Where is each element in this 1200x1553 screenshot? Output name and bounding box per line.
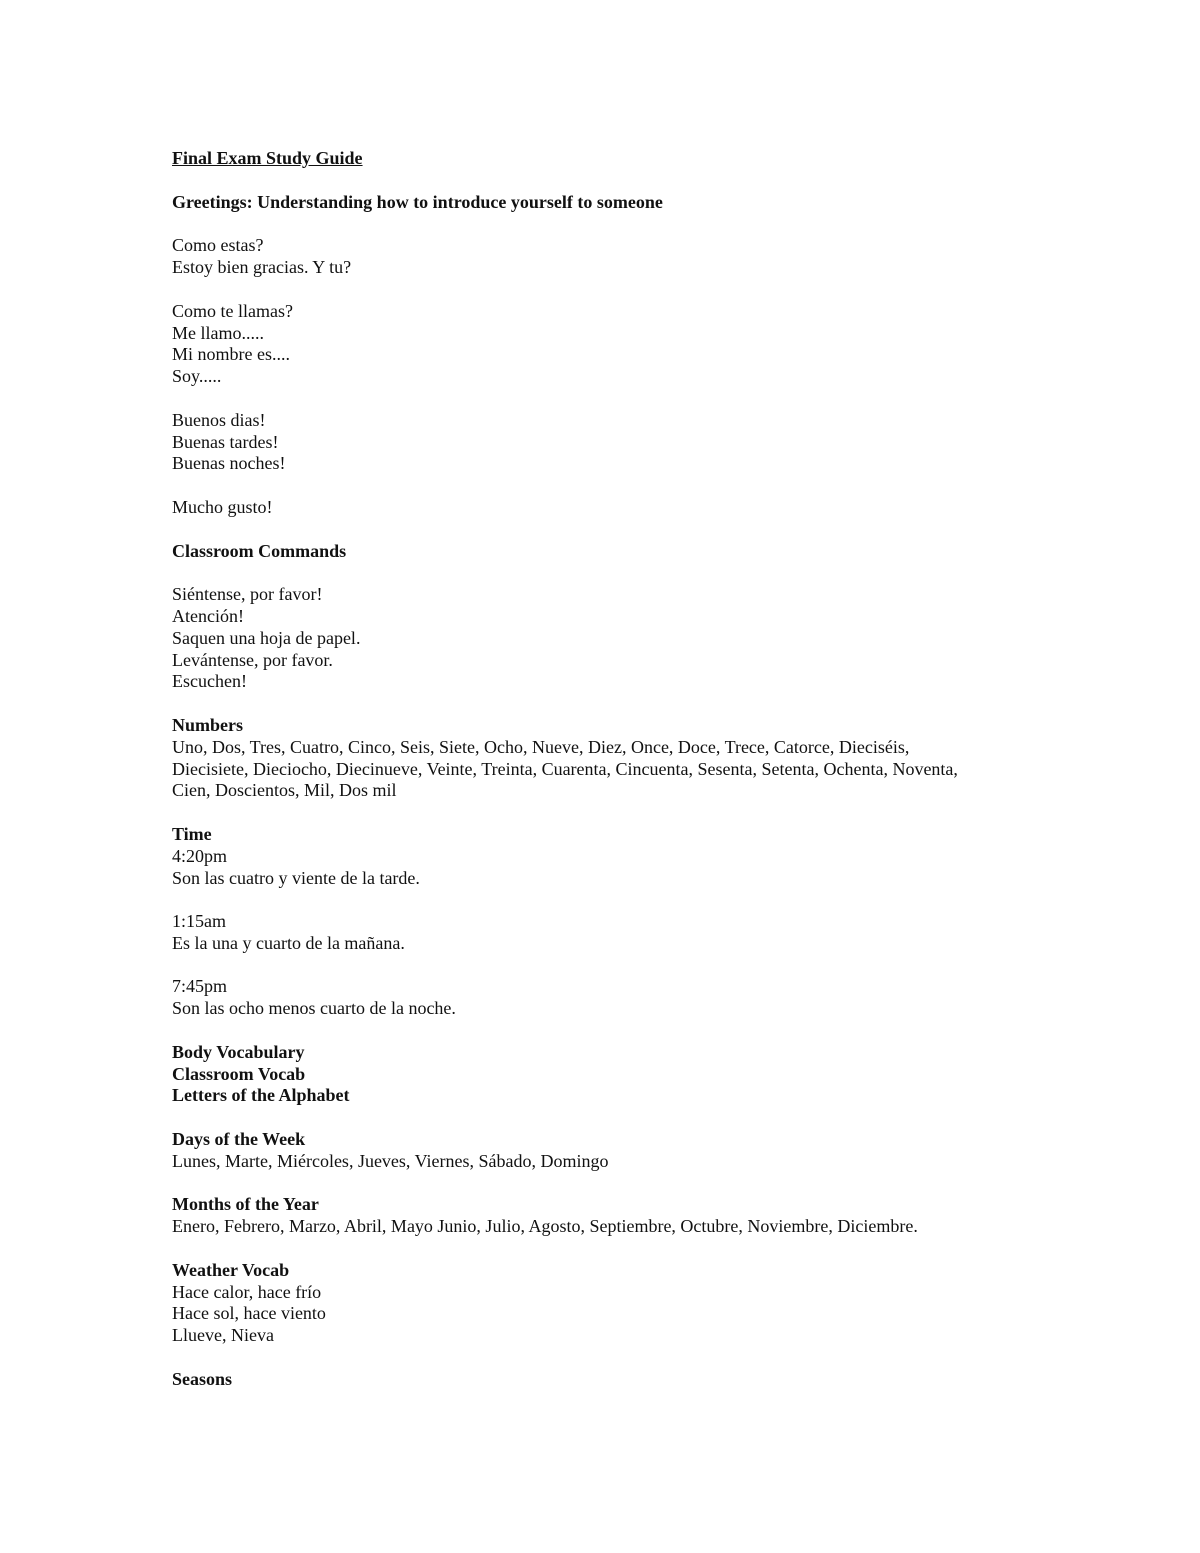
command-line: Escuchen! <box>172 671 247 692</box>
time-heading: Time <box>172 823 212 844</box>
greeting-line: Soy..... <box>172 366 222 387</box>
numbers-line: Diecisiete, Dieciocho, Diecinueve, Veinte, Treinta, Cuarenta, Cincuenta, Sesenta, Setenta, Ochenta, Noventa, <box>172 758 958 779</box>
days-line: Lunes, Marte, Miércoles, Jueves, Viernes, Sábado, Domingo <box>172 1150 609 1171</box>
time-sentence: Son las ocho menos cuarto de la noche. <box>172 998 456 1019</box>
weather-line: Hace sol, hace viento <box>172 1303 326 1324</box>
command-line: Saquen una hoja de papel. <box>172 627 361 648</box>
days-heading: Days of the Week <box>172 1129 306 1150</box>
months-line: Enero, Febrero, Marzo, Abril, Mayo Junio, Julio, Agosto, Septiembre, Octubre, Noviembre, Diciembre. <box>172 1216 918 1237</box>
alphabet-heading: Letters of the Alphabet <box>172 1085 350 1106</box>
weather-heading: Weather Vocab <box>172 1259 290 1280</box>
greeting-line: Como te llamas? <box>172 300 293 321</box>
greeting-line: Mucho gusto! <box>172 496 273 517</box>
classroom-vocab-heading: Classroom Vocab <box>172 1063 306 1084</box>
body-vocabulary-heading: Body Vocabulary <box>172 1041 305 1062</box>
time-value: 4:20pm <box>172 845 228 866</box>
greeting-line: Buenas tardes! <box>172 431 279 452</box>
numbers-heading: Numbers <box>172 714 243 735</box>
greeting-line: Buenas noches! <box>172 453 286 474</box>
time-sentence: Es la una y cuarto de la mañana. <box>172 932 405 953</box>
numbers-line: Cien, Doscientos, Mil, Dos mil <box>172 780 397 801</box>
weather-line: Llueve, Nieva <box>172 1325 274 1346</box>
greeting-line: Estoy bien gracias. Y tu? <box>172 257 352 278</box>
command-line: Siéntense, por favor! <box>172 584 323 605</box>
document-page <box>172 148 1072 1391</box>
time-sentence: Son las cuatro y viente de la tarde. <box>172 867 420 888</box>
document-title: Final Exam Study Guide <box>172 148 363 168</box>
weather-line: Hace calor, hace frío <box>172 1281 322 1302</box>
classroom-commands-heading: Classroom Commands <box>172 540 347 561</box>
command-line: Atención! <box>172 605 244 626</box>
command-line: Levántense, por favor. <box>172 649 333 670</box>
time-value: 1:15am <box>172 911 226 932</box>
greeting-line: Me llamo..... <box>172 322 264 343</box>
greeting-line: Buenos dias! <box>172 409 266 430</box>
greetings-heading: Greetings: Understanding how to introduce yourself to someone <box>172 191 663 212</box>
time-value: 7:45pm <box>172 976 228 997</box>
months-heading: Months of the Year <box>172 1194 319 1215</box>
numbers-line: Uno, Dos, Tres, Cuatro, Cinco, Seis, Siete, Ocho, Nueve, Diez, Once, Doce, Trece, Catorce, Dieciséis, <box>172 736 910 757</box>
seasons-heading: Seasons <box>172 1368 233 1389</box>
greeting-line: Mi nombre es.... <box>172 344 290 365</box>
greeting-line: Como estas? <box>172 235 264 256</box>
